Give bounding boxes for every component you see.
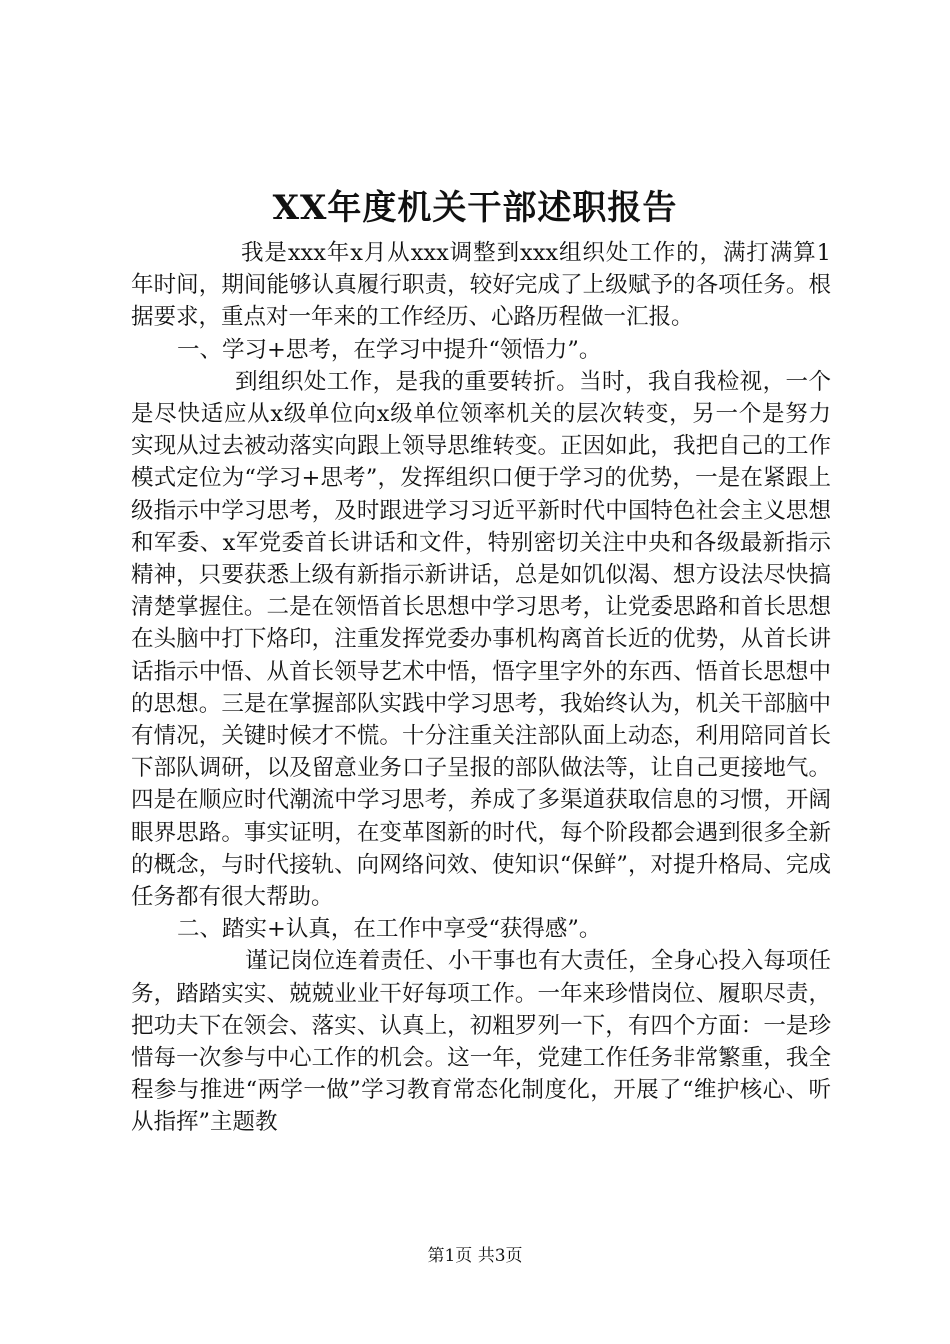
section-heading-2: 二、踏实+认真，在工作中享受“获得感”。 [177, 916, 602, 943]
document-body [131, 237, 831, 1139]
section-heading-1: 一、学习+思考，在学习中提升“领悟力”。 [177, 336, 602, 363]
paragraph-section-1: 到组织处工作，是我的重要转折。当时，我自我检视，一个是尽快适应从x级单位向x级单位领率机关的层次转变，另一个是努力实现从过去被动落实向跟上领导思维转变。正因如此，我把自己的工作模式定位为“学习+思考”，发挥组织口便于学习的优势，一是在紧跟上级指示中学习思考，及时跟进学习习近平新时代中国特色社会主义思想和军委、x军党委首长讲话和文件，特别密切关注中央和各级最新指示精神，只要获悉上级有新指示新讲话，总是如饥似渴、想方设法尽快搞清楚掌握住。二是在领悟首长思想中学习思考，让党委思路和首长思想在头脑中打下烙印，注重发挥党委办事机构离首长近的优势，从首长讲话指示中悟、从首长领导艺术中悟，悟字里字外的东西、悟首长思想中的思想。三是在掌握部队实践中学习思考，我始终认为，机关干部脑中有情况，关键时候才不慌。十分注重关注部队面上动态，利用陪同首长下部队调研，以及留意业务口子呈报的部队做法等，让自己更接地气。四是在顺应时代潮流中学习思考，养成了多渠道获取信息的习惯，开阔眼界思路。事实证明，在变革图新的时代，每个阶段都会遇到很多全新的概念，与时代接轨、向网络问效、使知识“保鲜”，对提升格局、完成任务都有很大帮助。 [131, 368, 831, 911]
paragraph-section-2: 谨记岗位连着责任、小干事也有大责任，全身心投入每项任务，踏踏实实、兢兢业业干好每项工作。一年来珍惜岗位、履职尽责，把功夫下在领会、落实、认真上，初粗罗列一下，有四个方面：一是珍惜每一次参与中心工作的机会。这一年，党建工作任务非常繁重，我全程参与推进“两学一做”学习教育常态化制度化，开展了“维护核心、听从指挥”主题教 [131, 948, 831, 1136]
paragraph-intro: 我是xxx年x月从xxx调整到xxx组织处工作的，满打满算1年时间，期间能够认真履行职责，较好完成了上级赋予的各项任务。根据要求，重点对一年来的工作经历、心路历程做一汇报。 [131, 240, 831, 331]
document-title: XX年度机关干部述职报告 [272, 188, 678, 228]
page-footer: 第1页 共3页 [427, 1246, 523, 1266]
